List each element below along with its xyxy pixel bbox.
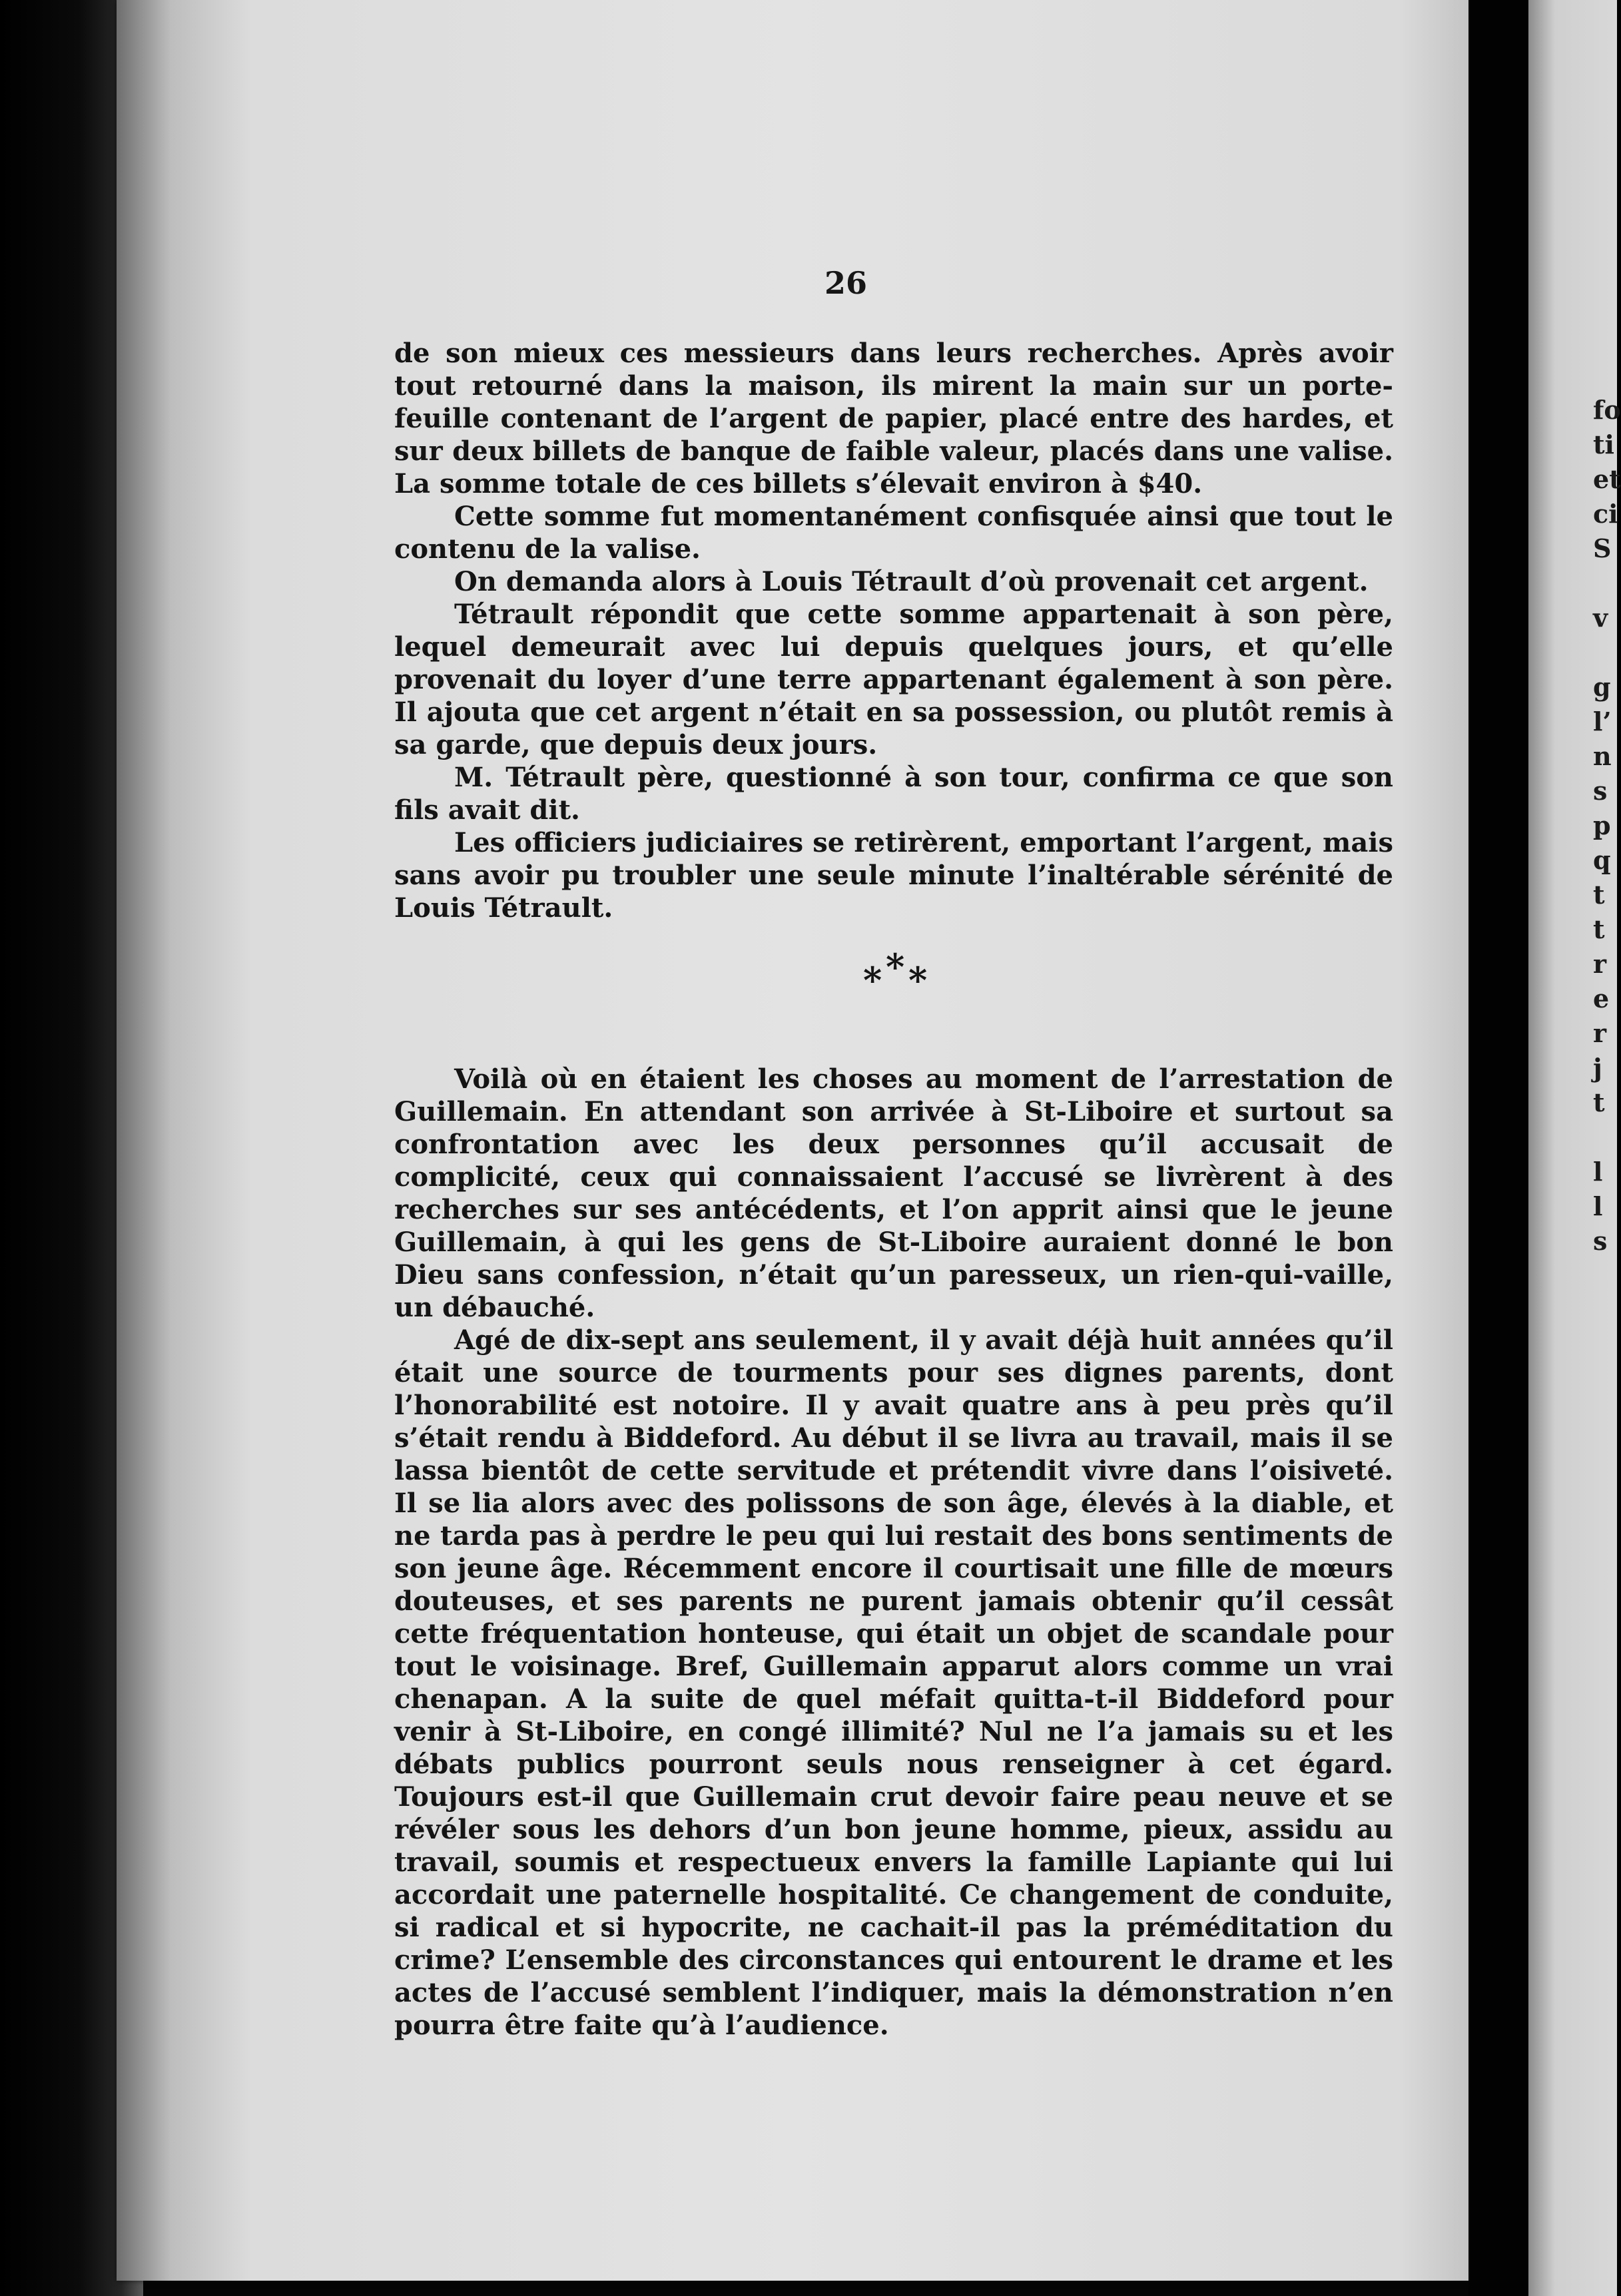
- fragment: ci: [1593, 499, 1618, 529]
- asterisk: *: [908, 959, 928, 1002]
- asterisk: *: [863, 959, 882, 1002]
- paragraph: Agé de dix-sept ans seulement, il y avait déjà huit années qu’il était une source de tourments pour ses dignes parents, dont l’honorabilité est notoire. Il y avait quatre ans à peu près qu’il s’était rendu à Biddeford. Au début il se livra au travail, mais il se lassa bientôt de cette servitude et prétendit vivre dans l’oisiveté. Il se lia alors avec des polissons de son âge, élevés à la diable, et ne tarda pas à perdre le peu qui lui restait des bons sentiments de son jeune âge. Récemment encore il courtisait une fille de mœurs douteuses, et ses parents ne purent jamais obtenir qu’il cessât cette fréquentation honteuse, qui était un objet de scandale pour tout le voisinage. Bref, Guillemain apparut alors comme un vrai chenapan. A la suite de quel méfait quitta-t-il Biddeford pour venir à St-Liboire, en congé illimité? Nul ne l’a jamais su et les débats publics pourront seuls nous renseigner à cet égard. Toujours est-il que Guillemain crut devoir faire peau neuve et se révéler sous les dehors d’un bon jeune homme, pieux, assidu au travail, soumis et respectueux envers la famille Lapiante qui lui accordait une paternelle hospitalité. Ce changement de conduite, si radical et si hypocrite, ne cachait-il pas la préméditation du crime? L’ensemble des circonstances qui entourent le drame et les actes de l’accusé semblent l’indiquer, mais la démonstration n’en pourra être faite qu’à l’audience.: [394, 1324, 1393, 2041]
- fragment: s: [1593, 1226, 1608, 1256]
- paragraph: On demanda alors à Louis Tétrault d’où provenait cet argent.: [454, 566, 1369, 597]
- paragraph: de son mieux ces messieurs dans leurs recherches. Après avoir tout retourné dans la maison, ils mirent la main sur un porte-feuille contenant de l’argent de papier, placé entre des hardes, et sur deux billets de banque de faible valeur, placés dans une valise. La somme totale de ces billets s’élevait environ à $40.: [394, 338, 1393, 499]
- fragment: et: [1593, 464, 1621, 494]
- fragment: v: [1593, 603, 1608, 633]
- fragment: ti: [1593, 430, 1614, 459]
- paragraph: M. Tétrault père, questionné à son tour, confirma ce que son fils avait dit.: [394, 762, 1393, 826]
- fragment: q: [1593, 845, 1611, 875]
- paragraph: Voilà où en étaient les choses au moment de l’arrestation de Guillemain. En attendant son arrivée à St-Liboire et surtout sa confrontation avec les deux personnes qu’il accusait de complicité, ceux qui connaissaient l’accusé se livrèrent à des recherches sur ses antécédents, et l’on apprit ainsi que le jeune Guillemain, à qui les gens de St-Liboire auraient donné le bon Dieu sans confession, n’était qu’un paresseux, un rien-qui-vaille, un débauché.: [394, 1063, 1393, 1323]
- fragment: r: [1593, 949, 1607, 979]
- paragraph: Les officiers judiciaires se retirèrent, emportant l’argent, mais sans avoir pu troubler une seule minute l’inaltérable sérénité de Louis Tétrault.: [394, 827, 1393, 924]
- paragraph: Cette somme fut momentanément confisquée ainsi que tout le contenu de la valise.: [394, 501, 1393, 565]
- fragment: p: [1593, 810, 1611, 840]
- page-gutter: [1468, 0, 1528, 2296]
- paragraph: Tétrault répondit que cette somme appartenait à son père, lequel demeurait avec lui depuis quelques jours, et qu’elle provenait du loyer d’une terre appartenant également à son père. Il ajouta que cet argent n’était en sa possession, ou plutôt remis à sa garde, que depuis deux jours.: [394, 599, 1393, 760]
- fragment: e: [1593, 984, 1610, 1013]
- fragment: l: [1593, 1191, 1603, 1221]
- fragment: j: [1593, 1053, 1602, 1083]
- fragment: g: [1593, 672, 1611, 702]
- fragment: t: [1593, 914, 1605, 944]
- fragment: l’: [1593, 707, 1612, 736]
- page-number: 26: [824, 265, 867, 301]
- adjacent-page-fragments: [1593, 393, 1621, 1259]
- fragment: t: [1593, 1087, 1605, 1117]
- fragment: S: [1593, 533, 1612, 563]
- fragment: r: [1593, 1018, 1607, 1048]
- fragment: n: [1593, 741, 1612, 771]
- fragment: fo: [1593, 395, 1621, 425]
- fragment: t: [1593, 880, 1605, 910]
- fragment: s: [1593, 776, 1608, 806]
- page-body: [394, 337, 1393, 2042]
- fragment: l: [1593, 1157, 1603, 1187]
- asterisk: *: [886, 946, 905, 988]
- fragment: [1593, 566, 1621, 601]
- fragment: [1593, 1120, 1621, 1155]
- fragment: [1593, 635, 1621, 670]
- asterism-separator: [394, 946, 1393, 1002]
